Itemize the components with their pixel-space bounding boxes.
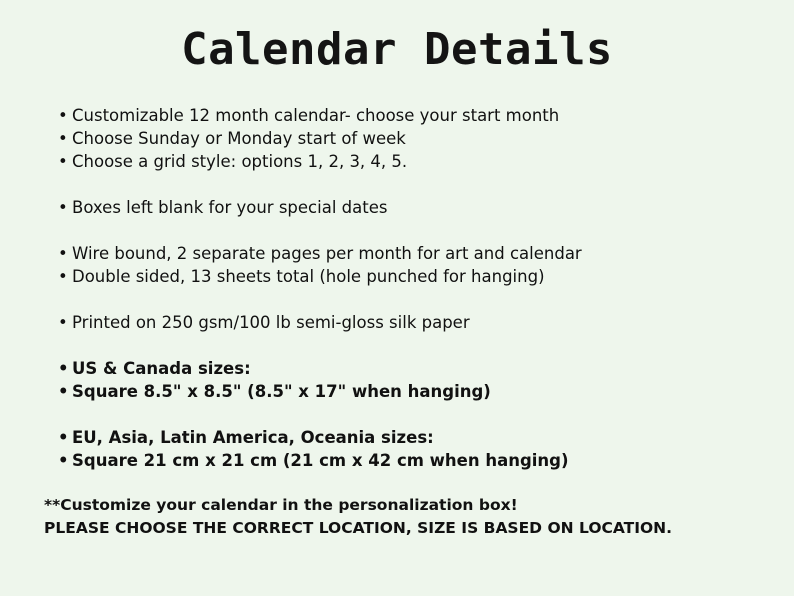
list-spacer (58, 403, 778, 426)
page-title: Calendar Details (181, 24, 613, 75)
list-item: • Printed on 250 gsm/100 lb semi-gloss silk paper (58, 311, 778, 334)
list-spacer (58, 219, 778, 242)
list-spacer (58, 334, 778, 357)
list-item: • Boxes left blank for your special dates (58, 196, 778, 219)
list-item: • Wire bound, 2 separate pages per month for art and calendar (58, 242, 778, 265)
note-line-location: PLEASE CHOOSE THE CORRECT LOCATION, SIZE IS BASED ON LOCATION. (44, 519, 673, 537)
list-item-eu-size: • Square 21 cm x 21 cm (21 cm x 42 cm when hanging) (58, 449, 778, 472)
list-item: • Double sided, 13 sheets total (hole punched for hanging) (58, 265, 778, 288)
list-item-us-size: • Square 8.5" x 8.5" (8.5" x 17" when hanging) (58, 380, 778, 403)
list-spacer (58, 288, 778, 311)
list-item: • Customizable 12 month calendar- choose your start month (58, 104, 778, 127)
note-line-customize: **Customize your calendar in the personalization box! (44, 496, 518, 514)
personalization-note (44, 494, 784, 540)
list-item-us-sizes-heading: • US & Canada sizes: (58, 357, 778, 380)
list-item: • Choose Sunday or Monday start of week (58, 127, 778, 150)
list-item: • Choose a grid style: options 1, 2, 3, 4, 5. (58, 150, 778, 173)
list-spacer (58, 173, 778, 196)
list-item-eu-sizes-heading: • EU, Asia, Latin America, Oceania sizes: (58, 426, 778, 449)
details-list (58, 104, 778, 472)
